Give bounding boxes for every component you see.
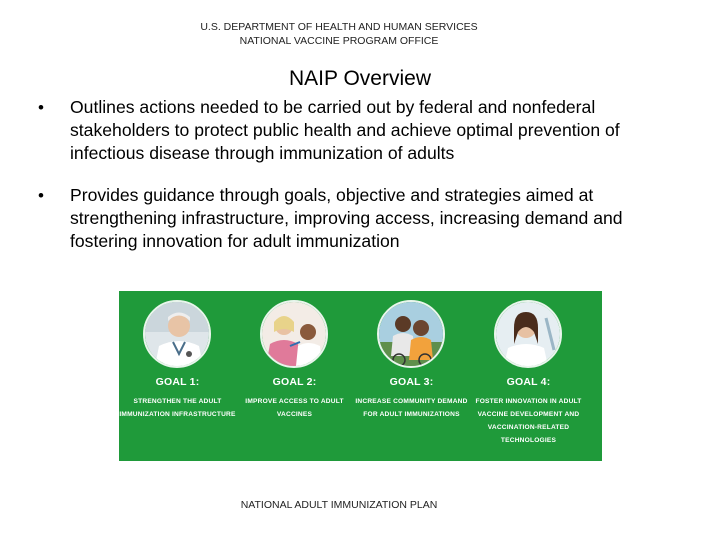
goal-description: STRENGTHEN THE ADULT IMMUNIZATION INFRASTRUCTURE (119, 398, 236, 418)
goal-title: GOAL 2: (272, 376, 317, 388)
goal-title: GOAL 4: (506, 376, 551, 388)
vaccination-photo (260, 300, 328, 368)
slide-header (0, 20, 678, 48)
slide-title: NAIP Overview (289, 67, 431, 90)
bullet-icon: • (38, 186, 44, 205)
goal-description: FOSTER INNOVATION IN ADULT VACCINE DEVELOPMENT AND VACCINATION-RELATED TECHNOLOGIES (475, 398, 582, 444)
goal-description: IMPROVE ACCESS TO ADULT VACCINES (245, 398, 344, 418)
bullet-item (34, 184, 694, 253)
goal-4 (470, 291, 587, 461)
goal-3 (353, 291, 470, 461)
office-name: NATIONAL VACCINE PROGRAM OFFICE (239, 35, 439, 47)
goals-panel (119, 291, 602, 461)
bullet-icon: • (38, 98, 44, 117)
community-photo (377, 300, 445, 368)
bullet-list (34, 96, 694, 272)
goal-1 (119, 291, 236, 461)
scientist-photo (494, 300, 562, 368)
goal-title: GOAL 1: (155, 376, 200, 388)
bullet-text: Outlines actions needed to be carried out by federal and nonfederal stakeholders to protect public health and achieve optimal prevention of infectious disease through immunization of adults (70, 97, 620, 163)
goal-description: INCREASE COMMUNITY DEMAND FOR ADULT IMMUNIZATIONS (355, 398, 468, 418)
doctor-photo (143, 300, 211, 368)
bullet-text: Provides guidance through goals, objective and strategies aimed at strengthening infrastructure, improving access, increasing demand and fostering innovation for adult immunization (70, 185, 623, 251)
goal-2 (236, 291, 353, 461)
bullet-item (34, 96, 694, 165)
department-name: U.S. DEPARTMENT OF HEALTH AND HUMAN SERVICES (200, 21, 478, 33)
slide-footer: NATIONAL ADULT IMMUNIZATION PLAN (240, 499, 438, 511)
goal-title: GOAL 3: (389, 376, 434, 388)
